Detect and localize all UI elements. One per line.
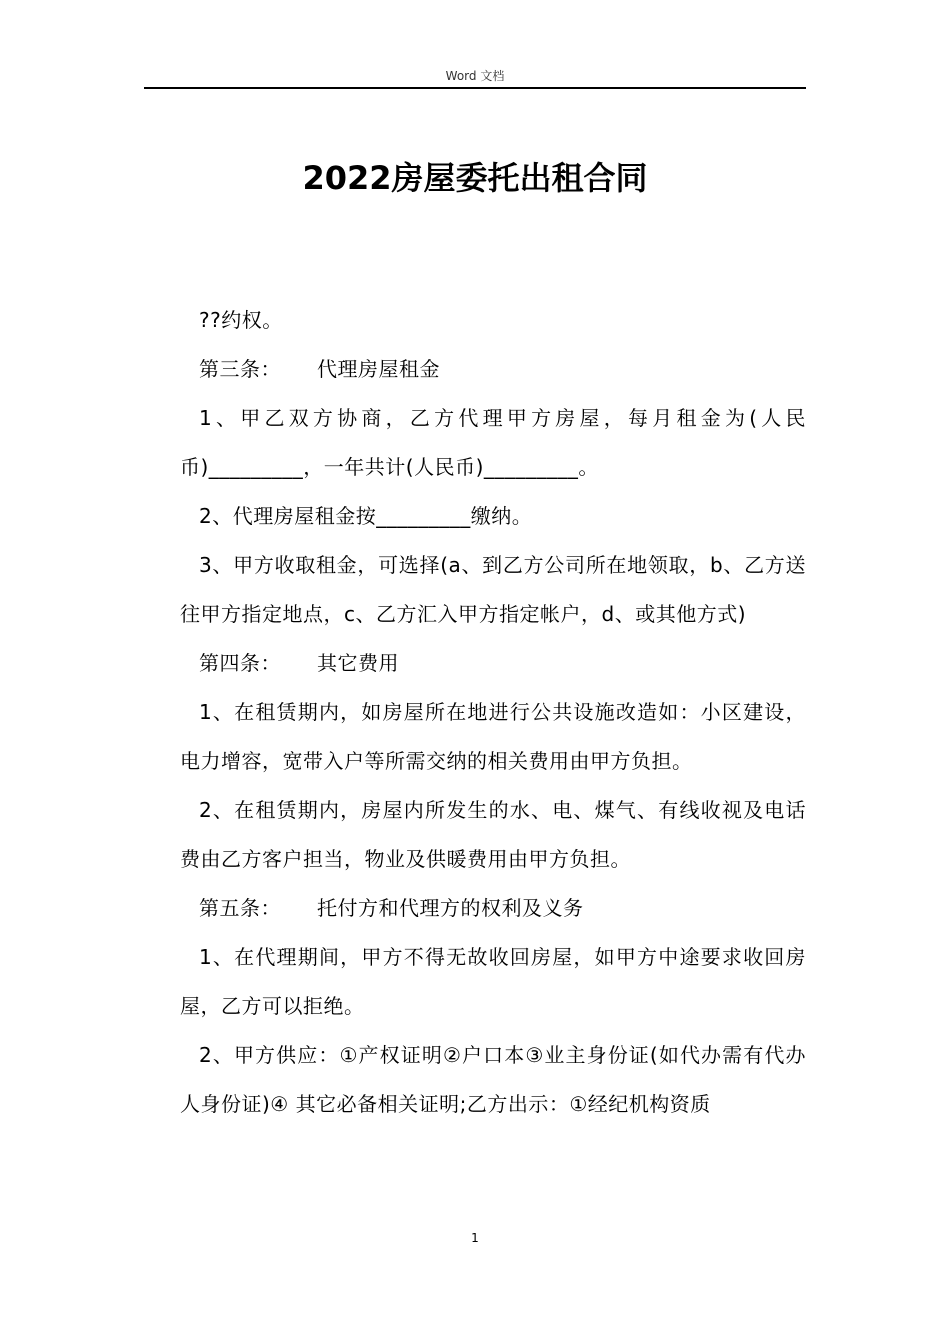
page-number: 1 [471, 1231, 479, 1245]
section-label: 第五条： [199, 896, 281, 920]
section-heading [180, 884, 806, 933]
section-title: 代理房屋租金 [317, 357, 440, 381]
header-rule [144, 87, 806, 89]
paragraph: 3、甲方收取租金，可选择(a、到乙方公司所在地领取，b、乙方送往甲方指定地点，c、乙方汇入甲方指定帐户，d、或其他方式) [180, 553, 806, 626]
paragraph: 1、在租赁期内，如房屋所在地进行公共设施改造如：小区建设，电力增容，宽带入户等所需交纳的相关费用由甲方负担。 [180, 700, 806, 773]
section-label: 第四条： [199, 651, 281, 675]
section-heading [180, 639, 806, 688]
paragraph: 2、代理房屋租金按_________缴纳。 [199, 504, 533, 528]
paragraph: 1、在代理期间，甲方不得无故收回房屋，如甲方中途要求收回房屋，乙方可以拒绝。 [180, 945, 806, 1018]
section-title: 其它费用 [317, 651, 399, 675]
document-title: 2022房屋委托出租合同 [302, 159, 648, 197]
paragraph: ??约权。 [199, 308, 283, 332]
section-label: 第三条： [199, 357, 281, 381]
paragraph: 2、甲方供应：①产权证明②户口本③业主身份证(如代办需有代办人身份证)④ 其它必备相关证明;乙方出示：①经纪机构资质 [180, 1043, 806, 1116]
paragraph: 2、在租赁期内，房屋内所发生的水、电、煤气、有线收视及电话费由乙方客户担当，物业及供暖费用由甲方负担。 [180, 798, 806, 871]
document-body [180, 296, 806, 1129]
section-heading [180, 345, 806, 394]
header-text: Word 文档 [445, 69, 505, 83]
section-title: 托付方和代理方的权利及义务 [317, 896, 584, 920]
paragraph: 1、甲乙双方协商，乙方代理甲方房屋，每月租金为(人民币)_________，一年共计(人民币)_________。 [180, 406, 806, 479]
